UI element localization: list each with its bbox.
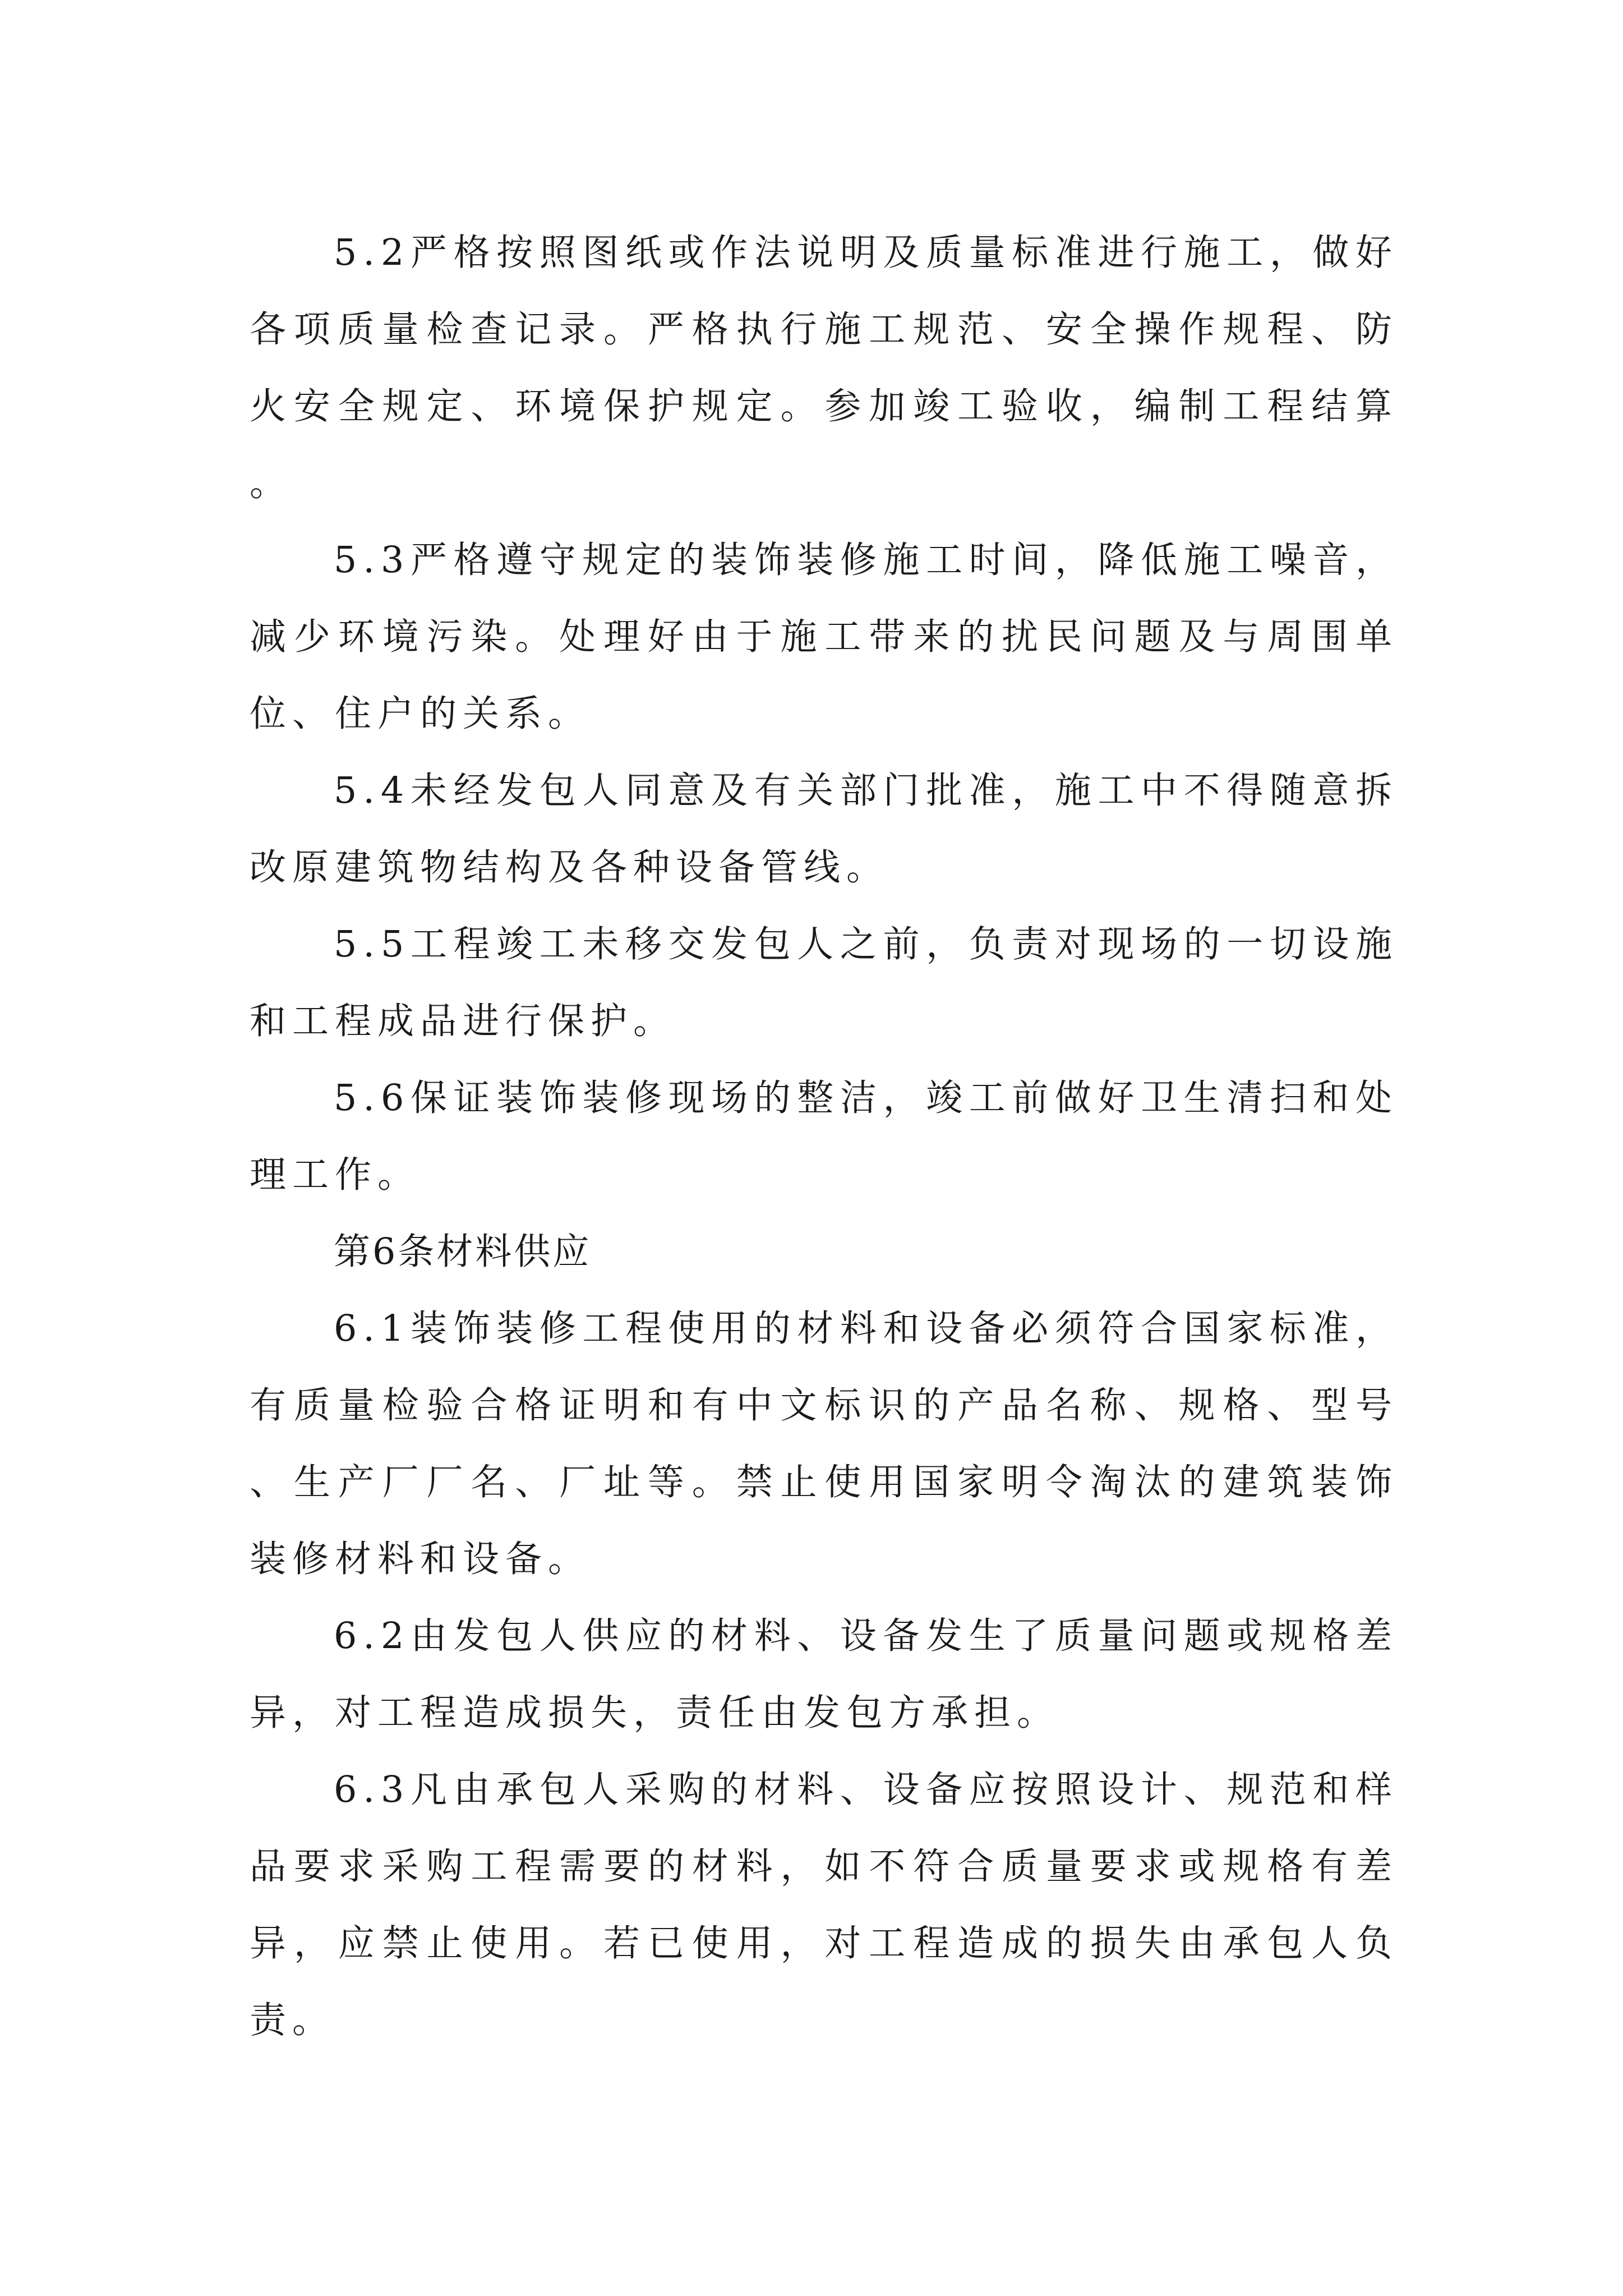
paragraph-5-6: 5.6保证装饰装修现场的整洁，竣工前做好卫生清扫和处理工作。: [250, 1077, 1398, 1196]
paragraph-6-3: 6.3凡由承包人采购的材料、设备应按照设计、规范和样品要求采购工程需要的材料，如不符合质量要求或规格有差异，应禁止使用。若已使用，对工程造成的损失由承包人负责。: [250, 1769, 1398, 2041]
paragraph-5-4: 5.4未经发包人同意及有关部门批准，施工中不得随意拆改原建筑物结构及各种设备管线。: [250, 770, 1398, 889]
document-body: [250, 214, 1398, 2059]
paragraph-6-1: 6.1装饰装修工程使用的材料和设备必须符合国家标准，有质量检验合格证明和有中文标识的产品名称、规格、型号、生产厂厂名、厂址等。禁止使用国家明令淘汰的建筑装饰装修材料和设备。: [250, 1308, 1398, 1580]
clause-heading-6: 第6条材料供应: [334, 1231, 592, 1273]
paragraph-6-2: 6.2由发包人供应的材料、设备发生了质量问题或规格差异，对工程造成损失，责任由发包方承担。: [250, 1615, 1398, 1734]
paragraph-5-2: 5.2严格按照图纸或作法说明及质量标准进行施工，做好各项质量检查记录。严格执行施工规范、安全操作规程、防火安全规定、环境保护规定。参加竣工验收，编制工程结算。: [250, 232, 1398, 504]
paragraph-5-3: 5.3严格遵守规定的装饰装修施工时间，降低施工噪音，减少环境污染。处理好由于施工带来的扰民问题及与周围单位、住户的关系。: [250, 539, 1398, 735]
paragraph-5-5: 5.5工程竣工未移交发包人之前，负责对现场的一切设施和工程成品进行保护。: [250, 923, 1398, 1042]
